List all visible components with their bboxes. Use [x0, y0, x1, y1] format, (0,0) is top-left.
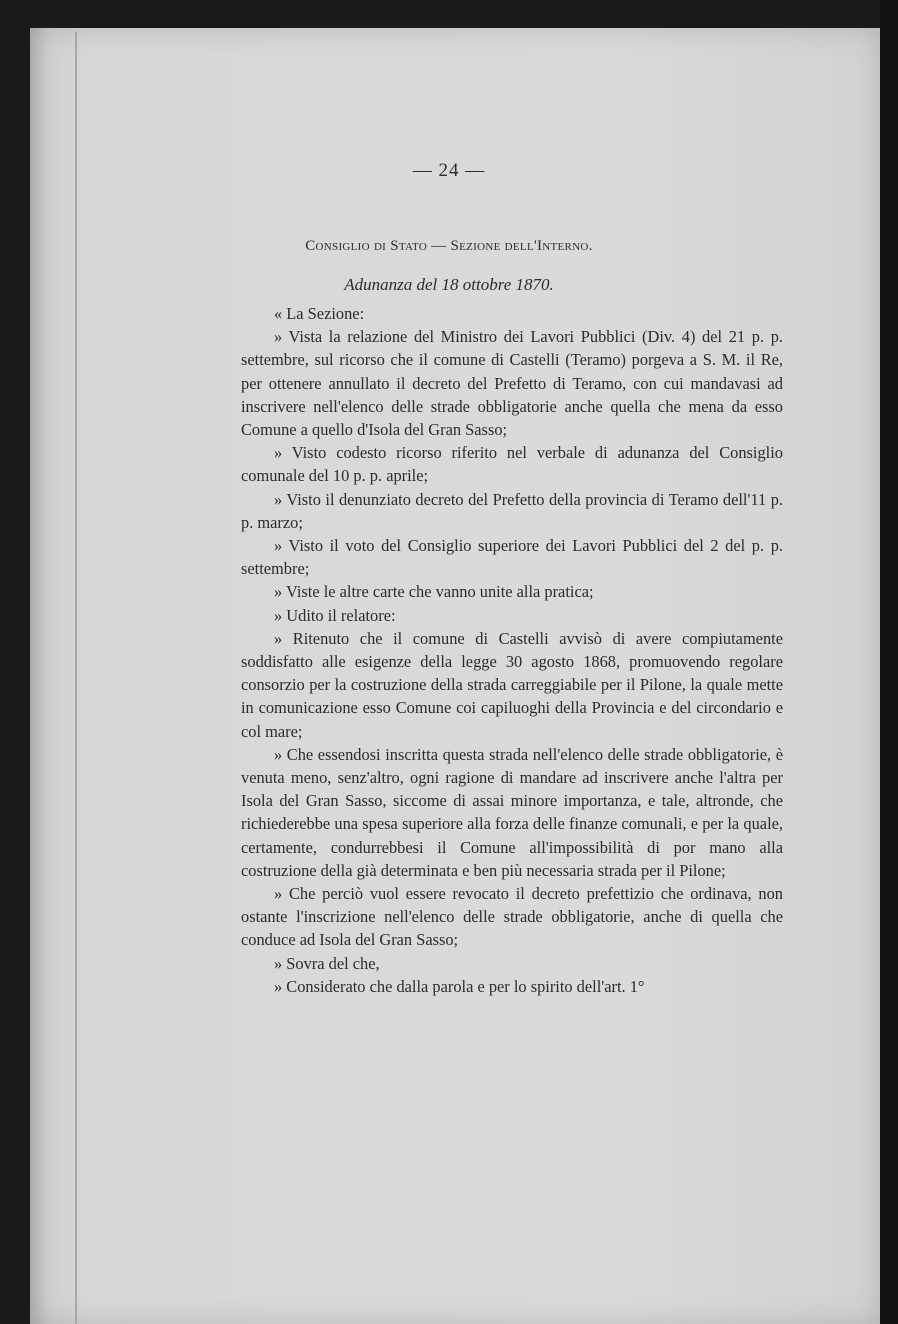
scan-border: [880, 0, 898, 1324]
paragraph: » Considerato che dalla parola e per lo spirito dell'art. 1°: [274, 976, 645, 996]
paragraph: » Visto codesto ricorso riferito nel verbale di adunanza del Consiglio comunale del 10 p. p. aprile;: [241, 443, 783, 486]
paragraph: » Vista la relazione del Ministro dei Lavori Pubblici (Div. 4) del 21 p. p. settembre, sul ricorso che il comune di Castelli (Teramo) porgeva a S. M. il Re, per ottenere annullato il decreto del Prefetto di Teramo, con cui mandavasi ad inscrivere nell'elenco delle strade obbligatorie anche quella che mena da esso Comune a quello d'Isola del Gran Sasso;: [241, 327, 783, 440]
paragraph: » Ritenuto che il comune di Castelli avvisò di avere compiutamente soddisfatto alle esigenze della legge 30 agosto 1868, promuovendo regolare consorzio per la costruzione della strada carreggiabile per il Pilone, la quale mette in comunicazione esso Comune coi capiluoghi della Provincia e del circondario e col mare;: [241, 628, 783, 741]
body-text: [241, 302, 783, 998]
paragraph: » Che perciò vuol essere revocato il decreto prefettizio che ordinava, non ostante l'inscrizione nell'elenco delle strade obbligatorie, anche di quella che conduce ad Isola del Gran Sasso;: [241, 884, 783, 950]
section-header: Consiglio di Stato — Sezione dell'Interno.: [305, 238, 593, 254]
meeting-date: Adunanza del 18 ottobre 1870.: [344, 275, 554, 294]
paragraph: » Che essendosi inscritta questa strada nell'elenco delle strade obbligatorie, è venuta meno, senz'altro, ogni ragione di mandare ad inscrivere anche l'altra per Isola del Gran Sasso, siccome di assai minore importanza, e tale, altronde, che richiederebbe una spesa superiore alla forza delle finanze comunali, e per la quale, certamente, condurrebbesi il Comune all'impossibilità di por mano alla costruzione della già determinata e ben più necessaria strada per il Pilone;: [241, 744, 783, 880]
paragraph: » Sovra del che,: [274, 953, 380, 973]
page-number: — 24 —: [412, 160, 486, 181]
paragraph: » Visto il denunziato decreto del Prefetto della provincia di Teramo dell'11 p. p. marzo;: [241, 489, 783, 532]
paragraph: » Visto il voto del Consiglio superiore dei Lavori Pubblici del 2 del p. p. settembre;: [241, 536, 783, 579]
page-fold-edge: [75, 32, 77, 1324]
paragraph: » Viste le altre carte che vanno unite alla pratica;: [274, 582, 594, 602]
paragraph: » Udito il relatore:: [274, 605, 396, 625]
paragraph: « La Sezione:: [274, 304, 365, 323]
